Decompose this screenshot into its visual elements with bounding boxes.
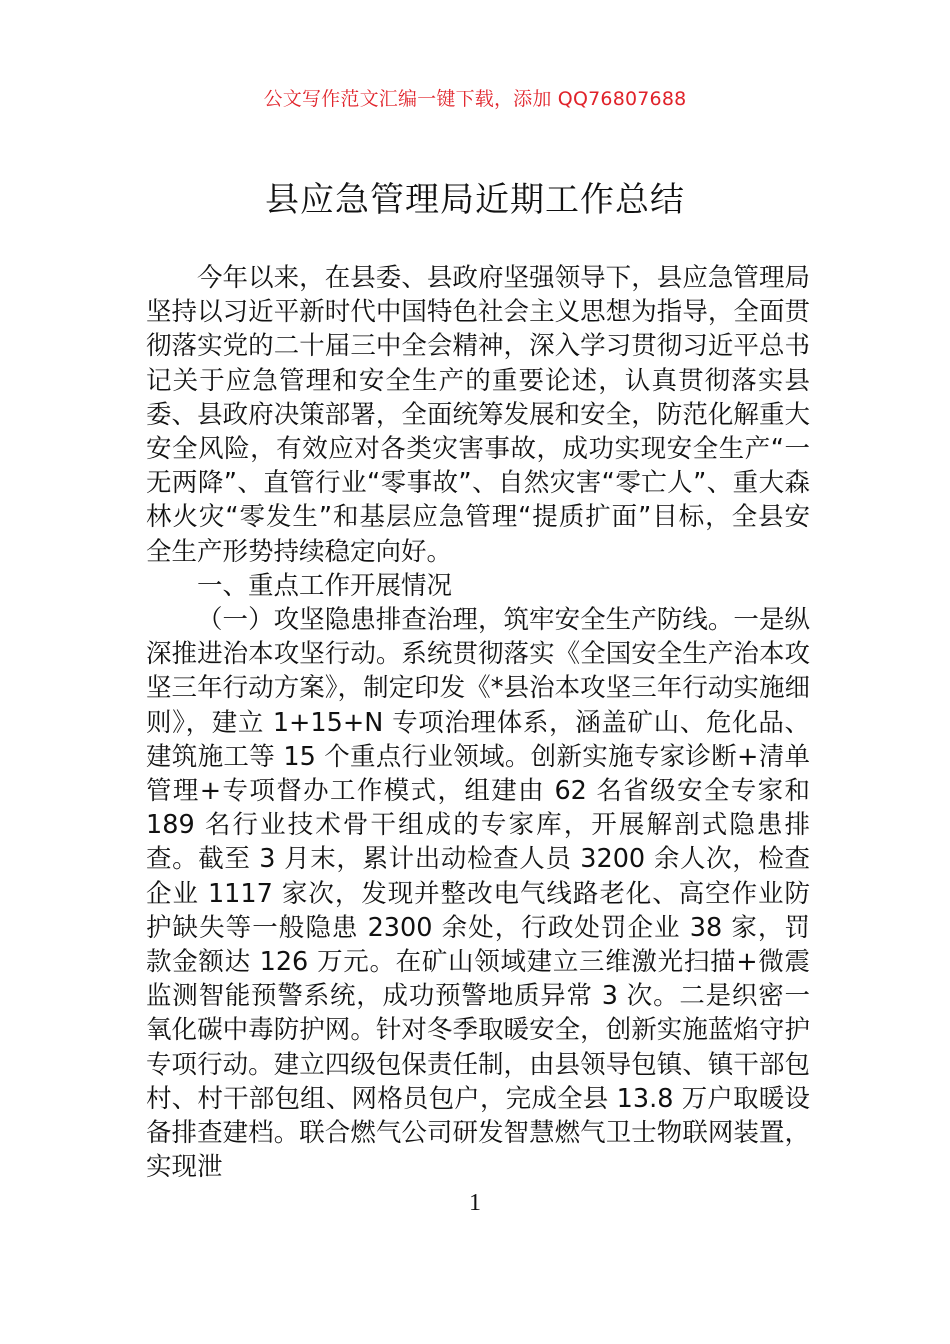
intro-paragraph: 今年以来，在县委、县政府坚强领导下，县应急管理局坚持以习近平新时代中国特色社会主义思想为指导，全面贯彻落实党的二十届三中全会精神，深入学习贯彻习近平总书记关于应急管理和安全生产的重要论述，认真贯彻落实县委、县政府决策部署，全面统筹发展和安全，防范化解重大安全风险，有效应对各类灾害事故，成功实现安全生产“一无两降”、直管行业“零事故”、自然灾害“零亡人”、重大森林火灾“零发生”和基层应急管理“提质扩面”目标，全县安全生产形势持续稳定向好。 xyxy=(146,263,810,567)
document-body xyxy=(146,261,810,1184)
download-promo-note: 公文写作范文汇编一键下载，添加 QQ76807688 xyxy=(263,88,687,110)
section-heading: 一、重点工作开展情况 xyxy=(197,570,453,601)
document-title: 县应急管理局近期工作总结 xyxy=(265,180,685,220)
subsection-paragraph: （一）攻坚隐患排查治理，筑牢安全生产防线。一是纵深推进治本攻坚行动。系统贯彻落实《全国安全生产治本攻坚三年行动方案》，制定印发《*县治本攻坚三年行动实施细则》，建立 1+15+N 专项治理体系，涵盖矿山、危化品、建筑施工等 15 个重点行业领域。创新实施专家诊断+清单管理+专项督办工作模式，组建由 62 名省级安全专家和 189 名行业技术骨干组成的专家库，开展解剖式隐患排查。截至 3 月末，累计出动检查人员 3200 余人次，检查企业 1117 家次，发现并整改电气线路老化、高空作业防护缺失等一般隐患 2300 余处，行政处罚企业 38 家，罚款金额达 126 万元。在矿山领域建立三维激光扫描+微震监测智能预警系统，成功预警地质异常 3 次。二是织密一氧化碳中毒防护网。针对冬季取暖安全，创新实施蓝焰守护专项行动。建立四级包保责任制，由县领导包镇、镇干部包村、村干部包组、网格员包户，完成全县 13.8 万户取暖设备排查建档。联合燃气公司研发智慧燃气卫士物联网装置，实现泄 xyxy=(146,605,810,1183)
page-number: 1 xyxy=(469,1190,481,1216)
